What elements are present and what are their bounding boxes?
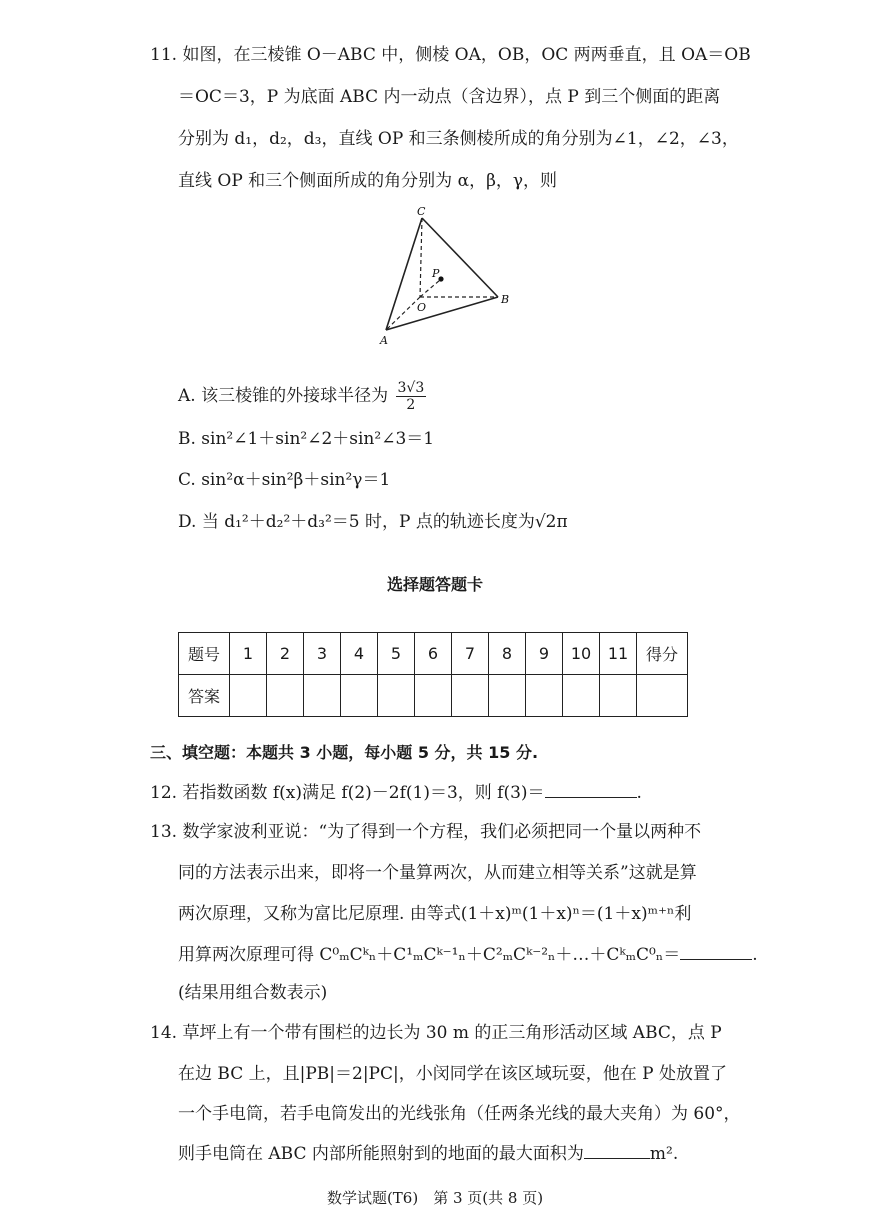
answer-cell-8[interactable] bbox=[489, 675, 526, 717]
q14-answer-blank[interactable] bbox=[584, 1140, 650, 1159]
score-cell[interactable] bbox=[637, 675, 688, 717]
option-a-fraction bbox=[396, 380, 427, 413]
q11-line4: 直线 OP 和三个侧面所成的角分别为 α，β，γ，则 bbox=[178, 171, 558, 191]
q11-option-a bbox=[178, 380, 426, 413]
q11-line2: ＝OC＝3，P 为底面 ABC 内一动点（含边界），点 P 到三个侧面的距离 bbox=[178, 87, 721, 107]
label-b: B bbox=[501, 293, 510, 306]
q11-line1: 11. 如图，在三棱锥 O－ABC 中，侧棱 OA，OB，OC 两两垂直，且 OA＝OB bbox=[150, 45, 751, 65]
label-c: C bbox=[417, 205, 426, 218]
answer-card-row-numbers bbox=[179, 633, 688, 675]
question-number-7: 7 bbox=[452, 633, 489, 675]
q13-answer-blank[interactable] bbox=[680, 941, 752, 960]
q12 bbox=[150, 779, 642, 806]
question-number-8: 8 bbox=[489, 633, 526, 675]
question-number-2: 2 bbox=[267, 633, 304, 675]
answer-card-row-answers bbox=[179, 675, 688, 717]
fraction-numerator: 3√3 bbox=[397, 380, 425, 396]
label-a: A bbox=[380, 334, 388, 347]
q13-line3: 两次原理，又称为富比尼原理. 由等式(1＋x)ᵐ(1＋x)ⁿ＝(1＋x)ᵐ⁺ⁿ利 bbox=[178, 904, 692, 924]
q12-answer-blank[interactable] bbox=[545, 779, 637, 798]
q14-line3: 一个手电筒，若手电筒发出的光线张角（任两条光线的最大夹角）为 60°， bbox=[178, 1104, 741, 1124]
q11-option-d: D. 当 d₁²＋d₂²＋d₃²＝5 时，P 点的轨迹长度为√2π bbox=[178, 512, 568, 532]
answer-cell-6[interactable] bbox=[415, 675, 452, 717]
question-number-6: 6 bbox=[415, 633, 452, 675]
q12-end: . bbox=[636, 783, 642, 803]
label-o: O bbox=[417, 301, 427, 314]
question-number-5: 5 bbox=[378, 633, 415, 675]
answer-cell-4[interactable] bbox=[341, 675, 378, 717]
q13-line4-text: 用算两次原理可得 C⁰ₘCᵏₙ＋C¹ₘCᵏ⁻¹ₙ＋C²ₘCᵏ⁻²ₙ＋…＋CᵏₘC⁰ₙ＝ bbox=[178, 945, 681, 965]
answer-cell-7[interactable] bbox=[452, 675, 489, 717]
question-number-1: 1 bbox=[230, 633, 267, 675]
question-number-4: 4 bbox=[341, 633, 378, 675]
q13-line4 bbox=[178, 941, 758, 968]
label-p: P bbox=[432, 267, 440, 280]
q14-line1: 14. 草坪上有一个带有围栏的边长为 30 m 的正三角形活动区域 ABC，点 P bbox=[150, 1023, 722, 1043]
score-label: 得分 bbox=[637, 633, 688, 675]
answer-cell-11[interactable] bbox=[600, 675, 637, 717]
answer-cell-9[interactable] bbox=[526, 675, 563, 717]
question-number-10: 10 bbox=[563, 633, 600, 675]
q11-option-c: C. sin²α＋sin²β＋sin²γ＝1 bbox=[178, 470, 391, 490]
option-a-text: A. 该三棱锥的外接球半径为 bbox=[178, 386, 389, 406]
answer-cell-1[interactable] bbox=[230, 675, 267, 717]
q12-text: 12. 若指数函数 f(x)满足 f(2)－2f(1)＝3，则 f(3)＝ bbox=[150, 783, 545, 803]
answer-cell-10[interactable] bbox=[563, 675, 600, 717]
row-label-answer: 答案 bbox=[179, 675, 230, 717]
answer-cell-2[interactable] bbox=[267, 675, 304, 717]
section3-heading: 三、填空题：本题共 3 小题，每小题 5 分，共 15 分. bbox=[150, 743, 539, 762]
fraction-denominator: 2 bbox=[406, 397, 416, 413]
q14-line4-text: 则手电筒在 ABC 内部所能照射到的地面的最大面积为 bbox=[178, 1144, 584, 1164]
q13-line4-end: . bbox=[752, 945, 758, 965]
q14-line4 bbox=[178, 1140, 678, 1167]
answer-cell-3[interactable] bbox=[304, 675, 341, 717]
question-number-9: 9 bbox=[526, 633, 563, 675]
answer-card-title: 选择题答题卡 bbox=[386, 575, 483, 594]
page-footer: 数学试题(T6) 第 3 页(共 8 页) bbox=[326, 1189, 544, 1207]
q11-line3: 分别为 d₁，d₂，d₃，直线 OP 和三条侧棱所成的角分别为∠1，∠2，∠3， bbox=[178, 129, 739, 149]
q11-option-b: B. sin²∠1＋sin²∠2＋sin²∠3＝1 bbox=[178, 429, 435, 449]
answer-cell-5[interactable] bbox=[378, 675, 415, 717]
q13-line1: 13. 数学家波利亚说：“为了得到一个方程，我们必须把同一个量以两种不 bbox=[150, 822, 702, 842]
tetrahedron-figure bbox=[370, 200, 520, 350]
question-number-11: 11 bbox=[600, 633, 637, 675]
q14-line2: 在边 BC 上，且|PB|＝2|PC|，小闵同学在该区域玩耍，他在 P 处放置了 bbox=[178, 1064, 727, 1084]
row-label-number: 题号 bbox=[179, 633, 230, 675]
answer-card-table bbox=[178, 632, 688, 717]
q14-unit: m². bbox=[649, 1144, 679, 1164]
q13-line5: (结果用组合数表示) bbox=[178, 983, 328, 1003]
question-number-3: 3 bbox=[304, 633, 341, 675]
q13-line2: 同的方法表示出来，即将一个量算两次，从而建立相等关系”这就是算 bbox=[178, 863, 697, 883]
